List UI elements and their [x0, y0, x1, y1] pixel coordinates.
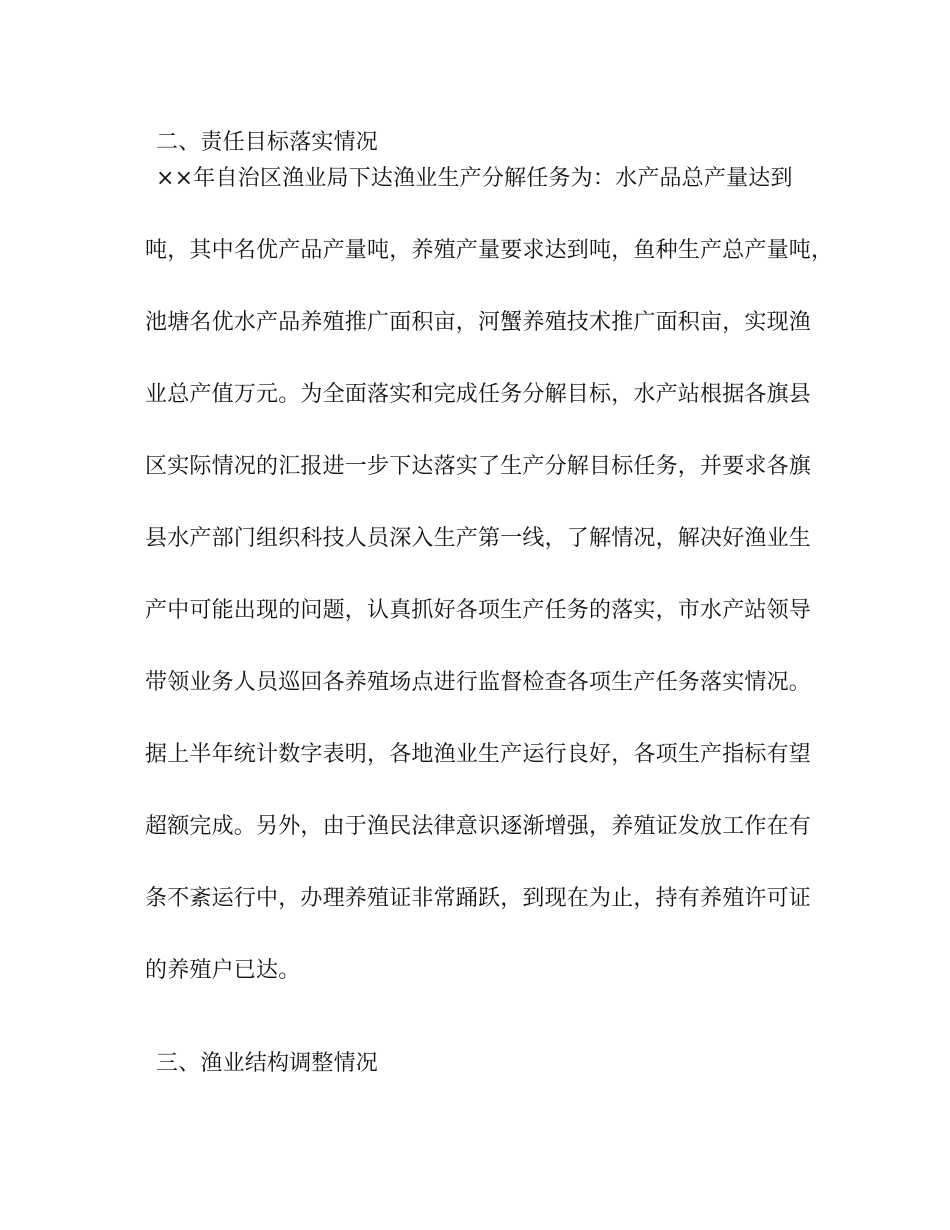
paragraph-line-6: 县水产部门组织科技人员深入生产第一线，了解情况，解决好渔业生	[145, 526, 812, 551]
section-heading-2: 二、责任目标落实情况	[156, 130, 379, 155]
paragraph-line-4: 业总产值万元。为全面落实和完成任务分解目标，水产站根据各旗县	[145, 382, 812, 407]
paragraph-line-12: 的养殖户已达。	[145, 958, 301, 983]
paragraph-line-1: ××年自治区渔业局下达渔业生产分解任务为：水产品总产量达到	[156, 166, 793, 191]
paragraph-line-2: 吨，其中名优产品产量吨，养殖产量要求达到吨，鱼种生产总产量吨，	[145, 238, 834, 263]
section-heading-3: 三、渔业结构调整情况	[156, 1051, 379, 1076]
paragraph-line-11: 条不紊运行中，办理养殖证非常踊跃，到现在为止，持有养殖许可证	[145, 886, 812, 911]
paragraph-line-7: 产中可能出现的问题，认真抓好各项生产任务的落实，市水产站领导	[145, 598, 812, 623]
paragraph-line-5: 区实际情况的汇报进一步下达落实了生产分解目标任务，并要求各旗	[145, 454, 812, 479]
paragraph-line-9: 据上半年统计数字表明，各地渔业生产运行良好，各项生产指标有望	[145, 742, 812, 767]
paragraph-line-3: 池塘名优水产品养殖推广面积亩，河蟹养殖技术推广面积亩，实现渔	[145, 310, 812, 335]
paragraph-line-8: 带领业务人员巡回各养殖场点进行监督检查各项生产任务落实情况。	[145, 670, 812, 695]
paragraph-line-10: 超额完成。另外，由于渔民法律意识逐渐增强，养殖证发放工作在有	[145, 814, 812, 839]
